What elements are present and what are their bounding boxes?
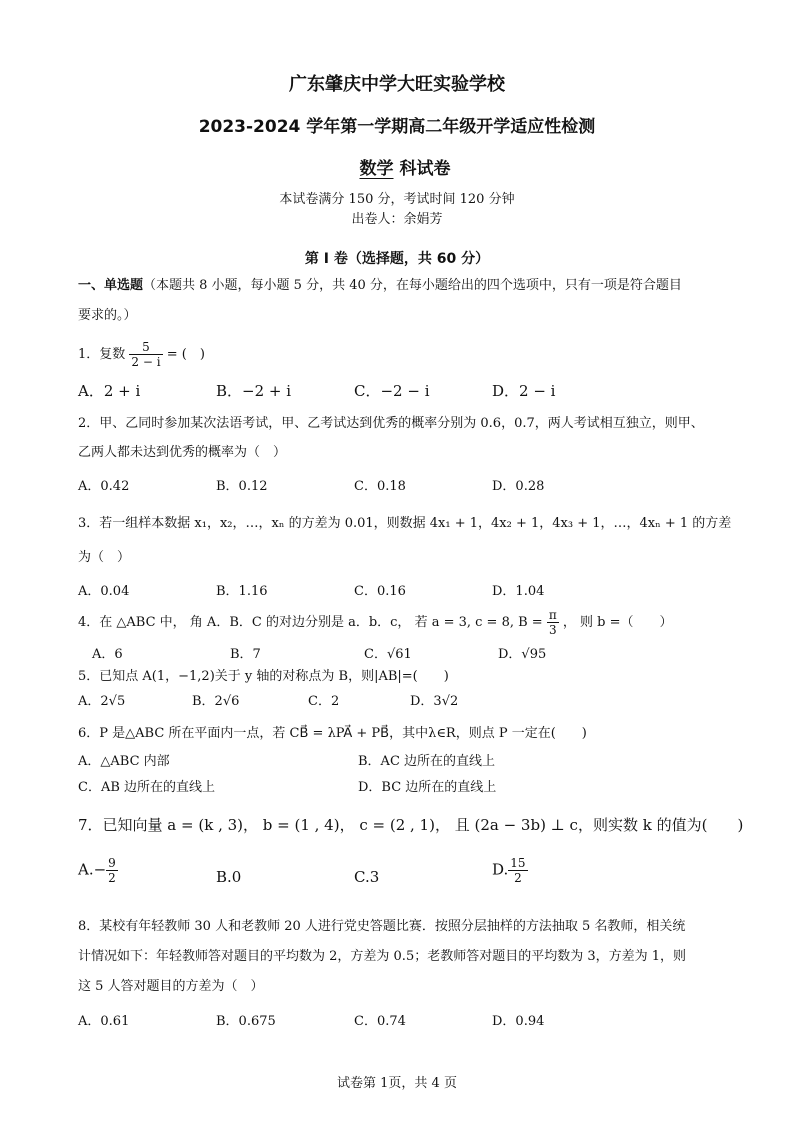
section-description: （本题共 8 小题，每小题 5 分，共 40 分，在每小题给出的四个选项中，只有一项是符合题目	[143, 278, 682, 293]
q8-option-b: B．0.675	[216, 1014, 276, 1029]
section-description-cont: 要求的。）	[78, 308, 137, 323]
question-8-stem: 8．某校有年轻教师 30 人和老教师 20 人进行党史答题比赛．按照分层抽样的方法抽取 5 名教师，相关统	[78, 919, 686, 934]
q7-a-prefix: A.−	[78, 860, 107, 879]
question-7-stem: 7．已知向量 a = (k , 3)， b = (1 , 4)， c = (2 , 1)， 且 (2a − 3b) ⊥ c，则实数 k 的值为( )	[78, 816, 744, 834]
q1-option-b: B．−2 + i	[216, 382, 292, 400]
subject-suffix: 科试卷	[399, 159, 451, 179]
section-title: 一、单选题	[78, 278, 144, 293]
question-4-stem	[78, 608, 673, 637]
question-6-stem: 6．P 是△ABC 所在平面内一点，若 CB⃗ = λPA⃗ + PB⃗，其中λ∈R，则点 P 一定在( )	[78, 726, 587, 741]
q3-option-c: C．0.16	[354, 584, 406, 599]
subject-name: 数学	[359, 159, 394, 179]
q4-text: 4．在 △ABC 中， 角 A．B．C 的对边分别是 a．b．c， 若 a = 3, c = 8, B =	[78, 615, 543, 630]
q7-d-fraction	[508, 856, 527, 885]
q1-text: 1．复数	[78, 347, 126, 362]
q2-option-b: B．0.12	[216, 479, 268, 494]
q5-option-b: B．2√6	[192, 694, 240, 709]
question-8-stem-cont1: 计情况如下：年轻教师答对题目的平均数为 2，方差为 0.5；老教师答对题目的平均数为 3，方差为 1，则	[78, 949, 687, 964]
q2-option-c: C．0.18	[354, 479, 406, 494]
q7-option-c: C.3	[354, 868, 380, 886]
q2-option-d: D．0.28	[492, 479, 545, 494]
page-footer: 试卷第 1页，共 4 页	[337, 1076, 457, 1091]
q1-fraction	[129, 340, 162, 369]
q3-option-b: B．1.16	[216, 584, 268, 599]
q8-option-d: D．0.94	[492, 1014, 545, 1029]
q5-option-c: C．2	[308, 694, 340, 709]
q7-a-num: 9	[108, 856, 116, 870]
q4-frac-num: π	[548, 608, 557, 622]
q5-option-a: A．2√5	[78, 694, 126, 709]
q7-a-den: 2	[108, 871, 116, 885]
exam-info-score-time: 本试卷满分 150 分，考试时间 120 分钟	[279, 192, 515, 207]
question-2-stem-cont: 乙两人都未达到优秀的概率为（ ）	[78, 445, 287, 460]
q6-option-c: C．AB 边所在的直线上	[78, 780, 216, 795]
q7-option-d	[492, 856, 528, 885]
subject-title	[0, 154, 794, 179]
q4-text-end: ， 则 b =（ ）	[562, 615, 673, 630]
q7-d-num: 15	[510, 856, 526, 870]
exam-term-title: 2023-2024 学年第一学期高二年级开学适应性检测	[198, 117, 596, 137]
q8-option-c: C．0.74	[354, 1014, 406, 1029]
q1-option-c: C．−2 − i	[354, 382, 430, 400]
question-1-stem	[78, 340, 205, 369]
q3-option-a: A．0.04	[78, 584, 130, 599]
question-5-stem: 5．已知点 A(1，−1,2)关于 y 轴的对称点为 B，则|AB|=( )	[78, 669, 449, 684]
question-3-stem: 3．若一组样本数据 x₁，x₂，…，xₙ 的方差为 0.01，则数据 4x₁ + 1，4x₂ + 1，4x₃ + 1，…，4xₙ + 1 的方差	[78, 516, 732, 531]
q4-fraction	[547, 608, 559, 637]
q7-d-prefix: D.	[492, 860, 509, 879]
q5-option-d: D．3√2	[410, 694, 459, 709]
q1-frac-num: 5	[129, 340, 162, 355]
q1-text-end: = ( )	[166, 347, 205, 362]
question-3-stem-cont: 为（ ）	[78, 550, 131, 565]
question-8-stem-cont2: 这 5 人答对题目的方差为（ ）	[78, 979, 264, 994]
q4-option-d: D．√95	[498, 647, 547, 662]
q6-option-d: D．BC 边所在的直线上	[358, 780, 497, 795]
q1-frac-den: 2 − i	[131, 355, 161, 369]
q7-d-den: 2	[514, 871, 522, 885]
q6-option-a: A．△ABC 内部	[78, 754, 170, 769]
q4-frac-den: 3	[548, 623, 557, 637]
q4-option-b: B．7	[230, 647, 261, 662]
part-title: 第 I 卷（选择题，共 60 分）	[304, 251, 490, 267]
q3-option-d: D．1.04	[492, 584, 545, 599]
q2-option-a: A．0.42	[78, 479, 130, 494]
q7-option-b: B.0	[216, 868, 242, 886]
q4-option-a: A．6	[92, 647, 123, 662]
q7-a-fraction	[106, 856, 118, 885]
q1-option-a: A．2 + i	[78, 382, 141, 400]
q6-option-b: B．AC 边所在的直线上	[358, 754, 496, 769]
q8-option-a: A．0.61	[78, 1014, 130, 1029]
section-heading	[78, 274, 682, 293]
q7-option-a	[78, 856, 118, 885]
school-name: 广东肇庆中学大旺实验学校	[289, 74, 505, 95]
q1-option-d: D．2 − i	[492, 382, 556, 400]
exam-author: 出卷人：余娟芳	[351, 212, 443, 227]
q4-option-c: C．√61	[364, 647, 412, 662]
question-2-stem: 2．甲、乙同时参加某次法语考试，甲、乙考试达到优秀的概率分别为 0.6，0.7，两人考试相互独立，则甲、	[78, 416, 704, 431]
